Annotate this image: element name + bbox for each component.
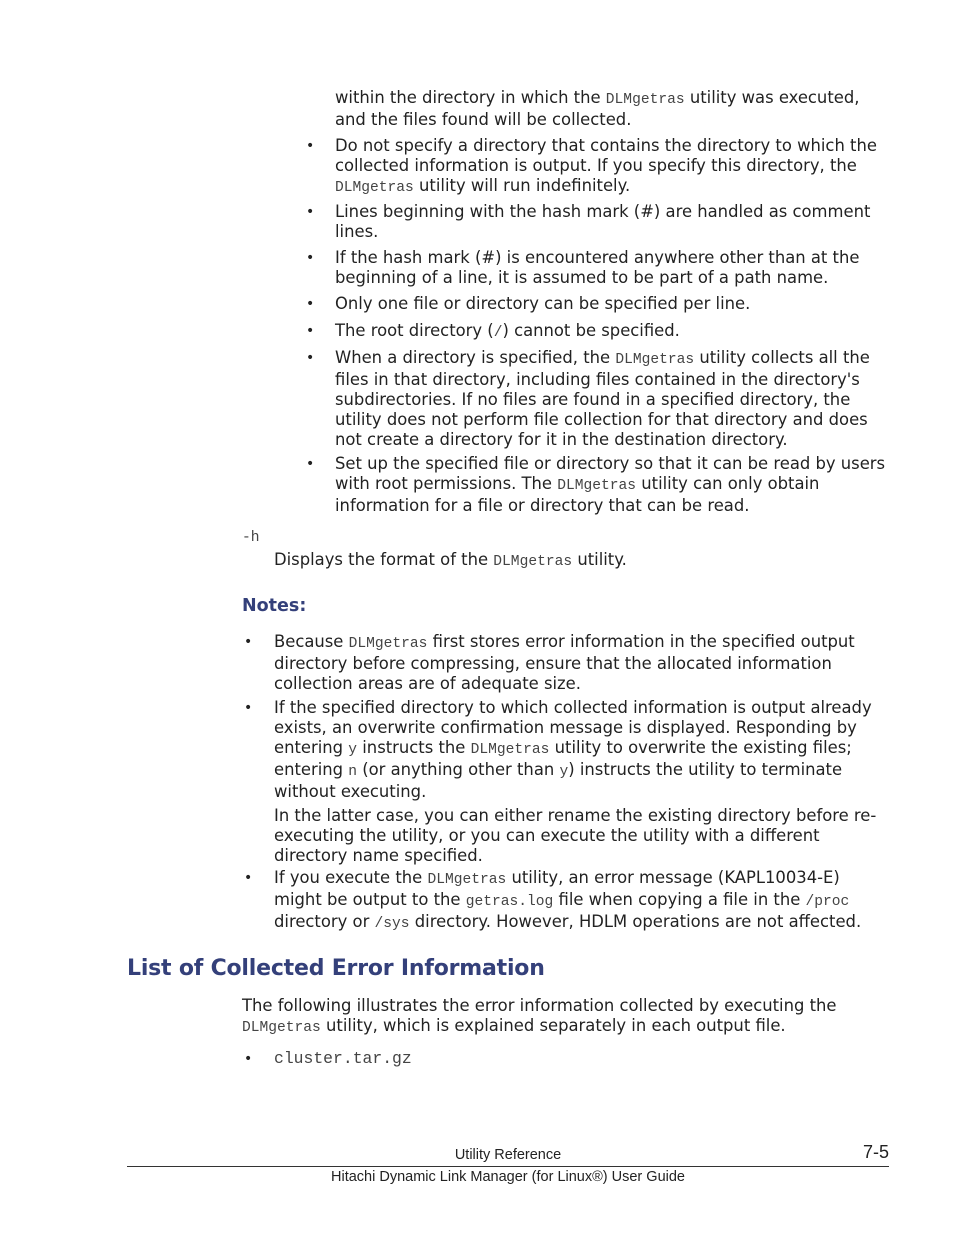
inline-code: DLMgetras: [427, 872, 507, 888]
bullet-dot: •: [306, 456, 315, 472]
footer-chapter: Utility Reference: [454, 1147, 562, 1163]
list-item: Set up the specified file or directory so that it can be read by users with root permissions. The DLMgetras utility can only obtain information for a file or directory that can be read.: [335, 454, 886, 515]
inline-code: DLMgetras: [335, 180, 414, 196]
bullet-dot: •: [244, 700, 253, 716]
inline-code: n: [348, 764, 358, 780]
list-item: When a directory is specified, the DLMgetras utility collects all the files in that directory, including files contained in the directory's subdirectories. If no files are found in a specified directory, the utility does not perform file collection for that directory and does not create a directory for it in the destination directory.: [335, 348, 870, 449]
inline-code: DLMgetras: [348, 636, 428, 652]
page-number: 7-5: [862, 1142, 889, 1162]
continuation-paragraph: within the directory in which the DLMgetras utility was executed, and the files found will be collected.: [335, 88, 860, 129]
list-item: If the hash mark (#) is encountered anywhere other than at the beginning of a line, it is assumed to be part of a path name.: [335, 248, 860, 287]
bullet-dot: •: [306, 350, 315, 366]
list-item: The root directory (/) cannot be specified.: [335, 321, 680, 341]
bullet-dot: •: [306, 296, 315, 312]
list-item: Only one file or directory can be specified per line.: [335, 294, 751, 313]
inline-code: /: [493, 325, 503, 341]
bullet-dot: •: [306, 204, 315, 220]
bullet-dot: •: [244, 634, 253, 650]
notes-heading: Notes:: [242, 596, 307, 616]
list-item: Do not specify a directory that contains the directory to which the collected information is output. If you specify this directory, the DLMgetras utility will run indefinitely.: [335, 136, 877, 196]
inline-code: DLMgetras: [242, 1020, 321, 1036]
footer-book-title: Hitachi Dynamic Link Manager (for Linux®) User Guide: [331, 1169, 685, 1185]
inline-code: DLMgetras: [605, 92, 685, 108]
note-item: If you execute the DLMgetras utility, an error message (KAPL10034-E) might be output to the getras.log file when copying a file in the /proc directory or /sys directory. However, HDLM operations are not affected.: [274, 868, 862, 932]
inline-code: DLMgetras: [470, 742, 550, 758]
inline-code: DLMgetras: [557, 478, 637, 494]
section-intro: The following illustrates the error information collected by executing the DLMgetras utility, which is explained separately in each output file.: [242, 996, 837, 1036]
bullet-dot: •: [244, 870, 253, 886]
note-item: If the specified directory to which collected information is output already exists, an overwrite confirmation message is displayed. Responding by entering y instructs the DLMgetras utility to overwrite the existing files; entering n (or anything other than y) instructs the utility to terminate without executing. In the latter case, you can either rename the existing directory before re- executing the utility, or you can execute the utility with a different directory name specified.: [274, 698, 877, 865]
bullet-dot: •: [306, 138, 315, 154]
option-description: Displays the format of the DLMgetras utility.: [274, 550, 627, 570]
section-heading: List of Collected Error Information: [127, 956, 545, 981]
inline-code: DLMgetras: [493, 554, 573, 570]
note-item: Because DLMgetras first stores error information in the specified output directory before compressing, ensure that the allocated information collection areas are of adequate size.: [274, 632, 855, 693]
list-item: Lines beginning with the hash mark (#) are handled as comment lines.: [335, 202, 871, 241]
inline-code: y: [348, 742, 358, 758]
bullet-dot: •: [244, 1051, 253, 1067]
inline-code: y: [559, 764, 569, 780]
file-list-item: cluster.tar.gz: [274, 1049, 412, 1068]
inline-code: /sys: [374, 916, 410, 932]
footer-divider: [127, 1166, 889, 1167]
inline-code: getras.log: [465, 894, 554, 910]
option-name: -h: [242, 530, 260, 546]
bullet-dot: •: [306, 250, 315, 266]
inline-code: /proc: [805, 894, 850, 910]
inline-code: DLMgetras: [615, 352, 695, 368]
bullet-dot: •: [306, 323, 315, 339]
